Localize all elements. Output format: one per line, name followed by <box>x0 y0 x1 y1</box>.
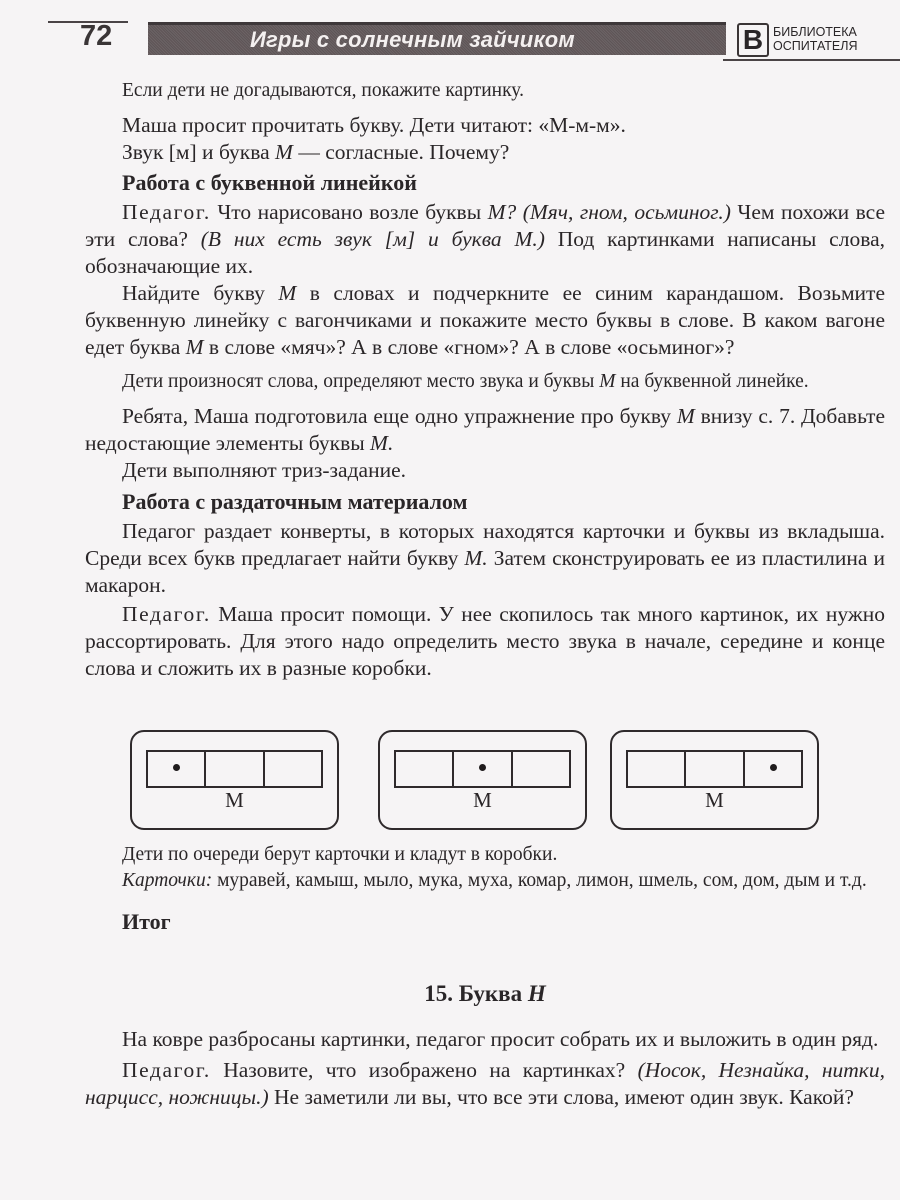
position-card-end <box>610 730 819 830</box>
logo-rule <box>723 59 900 61</box>
paragraph: Ребята, Маша подготовила еще одно упражнение про букву М внизу с. 7. Добавьте недостающие элементы буквы М. <box>85 404 885 455</box>
paragraph: Педагог. Что нарисовано возле буквы М? (Мяч, гном, осьминог.) Чем похожи все эти слова? (В них есть звук [м] и буква М.) Под картинками написаны слова, обозначающие их. <box>85 200 885 278</box>
section-heading: Работа с раздаточным материалом <box>122 489 468 514</box>
paragraph: Маша просит прочитать букву. Дети читают: «М-м-м». <box>122 113 626 137</box>
logo-letter-icon: В <box>737 23 769 57</box>
section-heading: Работа с буквенной линейкой <box>122 170 417 195</box>
letter-ruler <box>394 750 571 788</box>
series-logo <box>737 23 900 61</box>
page-body-lower <box>85 842 885 1111</box>
logo-text: БИБЛИОТЕКА ОСПИТАТЕЛЯ <box>773 25 858 53</box>
dot-icon <box>479 764 486 771</box>
paragraph: Дети произносят слова, определяют место звука и буквы М на буквенной линейке. <box>122 371 809 392</box>
dot-icon <box>173 764 180 771</box>
dot-icon <box>770 764 777 771</box>
letter-ruler <box>626 750 803 788</box>
paragraph: Педагог. Маша просит помощи. У нее скопилось так много картинок, их нужно рассортировать. Для этого надо определить место звука в начале, середине и конце слова и сложить их в разные коробки. <box>85 602 885 680</box>
section-heading: Итог <box>122 909 171 934</box>
paragraph: Педагог раздает конверты, в которых находятся карточки и буквы из вкладыша. Среди всех букв предлагает найти букву М. Затем сконструировать ее из пластилина и макарон. <box>85 519 885 597</box>
paragraph: Если дети не догадываются, покажите картинку. <box>122 80 524 101</box>
page-number: 72 <box>80 20 113 52</box>
chapter-title: 15. Буква Н <box>424 981 546 1006</box>
card-label: М <box>705 788 724 812</box>
paragraph: Дети по очереди берут карточки и кладут в коробки. <box>122 844 558 865</box>
paragraph: Дети выполняют триз-задание. <box>122 458 407 482</box>
paragraph: На ковре разбросаны картинки, педагог просит собрать их и выложить в один ряд. <box>122 1027 879 1051</box>
position-card-start <box>130 730 339 830</box>
paragraph: Звук [м] и буква М — согласные. Почему? <box>122 140 510 164</box>
paragraph: Найдите букву М в словах и подчеркните ее синим карандашом. Возьмите буквенную линейку с вагончиками и покажите место буквы в слове. В каком вагоне едет буква М в слове «мяч»? А в слове «гном»? А в слове «осьминог»? <box>85 281 885 359</box>
book-title: Игры с солнечным зайчиком <box>250 27 575 52</box>
letter-position-diagram <box>0 730 900 830</box>
paragraph: Педагог. Назовите, что изображено на картинках? (Носок, Незнайка, нитки, нарцисс, ножницы.) Не заметили ли вы, что все эти слова, имеют один звук. Какой? <box>85 1058 885 1109</box>
page-header <box>0 18 900 58</box>
position-card-middle <box>378 730 587 830</box>
page-body <box>85 78 885 682</box>
title-bar <box>148 22 726 55</box>
card-label: М <box>473 788 492 812</box>
letter-ruler <box>146 750 323 788</box>
card-label: М <box>225 788 244 812</box>
paragraph: Карточки: муравей, камыш, мыло, мука, муха, комар, лимон, шмель, сом, дом, дым и т.д. <box>122 870 867 891</box>
